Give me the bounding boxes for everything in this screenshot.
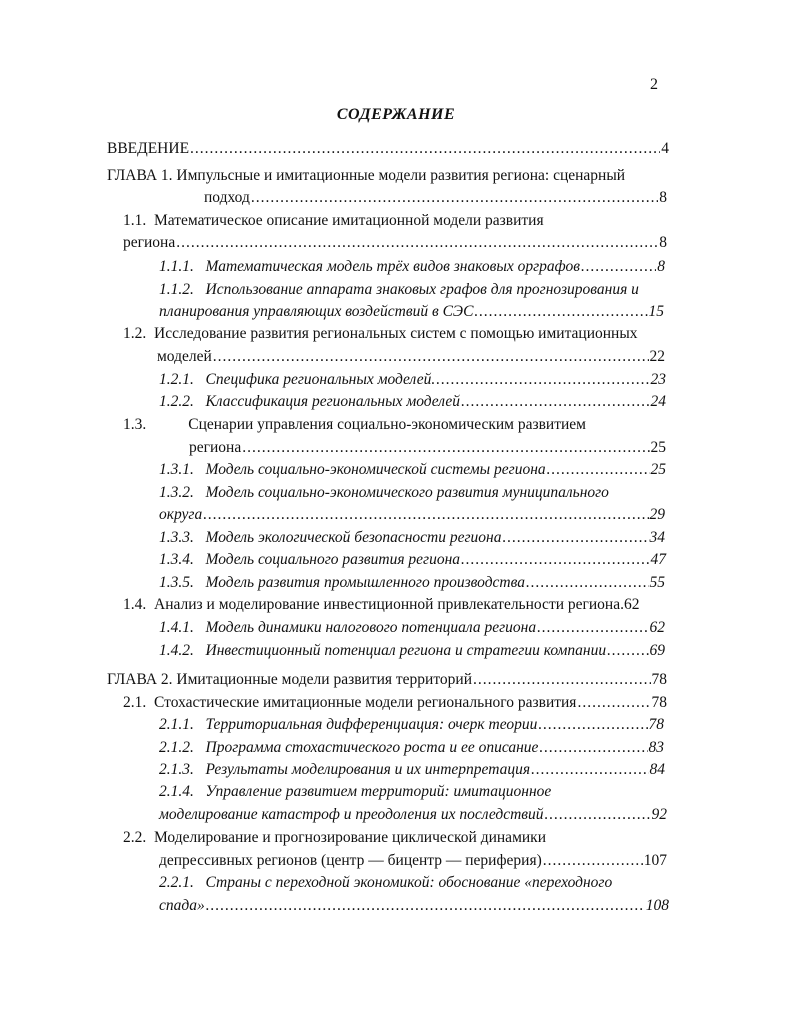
toc-subsection-1-3-5: 1.3.5. Модель развития промышленного производства ..... 55 [159,572,665,594]
toc-subsection-1-3-2-line2: округа ..... 29 [159,504,665,526]
toc-subsection-2-1-4-line1: 2.1.4. Управление развитием территорий: имитационное [159,783,552,800]
toc-entry-intro [107,138,669,160]
toc-subsection-1-3-4: 1.3.4. Модель социального развития региона ..... 47 [159,549,666,571]
toc-chapter1-line2: подход ..... 8 [204,187,667,209]
toc-section-2-1: 2.1. Стохастические имитационные модели регионального развития ..... 78 [123,692,667,714]
toc-chapter1-line1: ГЛАВА 1. Импульсные и имитационные модели развития региона: сценарный [107,167,626,184]
toc-subsection-1-1-1: 1.1.1. Математическая модель трёх видов знаковых орграфов ..... 8 [159,256,665,278]
toc-subsection-1-4-2: 1.4.2. Инвестиционный потенциал региона и стратегии компании ..... 69 [159,640,665,662]
page-number: 2 [650,76,658,93]
page-title: СОДЕРЖАНИЕ [336,106,456,123]
toc-subsection-1-3-1: 1.3.1. Модель социально-экономической системы региона ..... 25 [159,459,666,481]
toc-subsection-2-2-1-line2: спада» ..... 108 [159,895,669,917]
toc-section-1-4: 1.4. Анализ и моделирование инвестиционной привлекательности региона.62 [123,596,640,613]
toc-section-1-2-line1: 1.2. Исследование развития региональных систем с помощью имитационных [123,325,638,342]
toc-subsection-2-2-1-line1: 2.2.1. Страны с переходной экономикой: обоснование «переходного [159,874,613,891]
toc-subsection-1-4-1: 1.4.1. Модель динамики налогового потенциала региона ..... 62 [159,617,665,639]
toc-section-1-1-line1: 1.1. Математическое описание имитационной модели развития [123,212,544,229]
toc-section-2-2-line2: депрессивных регионов (центр — бицентр — периферия) ..... 107 [159,850,667,872]
toc-subsection-1-1-2-line2: планирования управляющих воздействий в СЭС ..... 15 [159,301,664,323]
toc-subsection-1-3-3: 1.3.3. Модель экологической безопасности региона ..... 34 [159,527,665,549]
toc-section-2-2-line1: 2.2. Моделирование и прогнозирование циклической динамики [123,829,546,846]
toc-subsection-1-1-2-line1: 1.1.2. Использование аппарата знаковых графов для прогнозирования и [159,281,639,298]
toc-section-1-2-line2: моделей ..... 22 [157,346,665,368]
toc-text: ВВЕДЕНИЕ [107,140,190,157]
toc-leader [190,138,660,160]
toc-subsection-2-1-3: 2.1.3. Результаты моделирования и их интерпретация ..... 84 [159,759,665,781]
toc-subsection-1-2-1: 1.2.1. Специфика региональных моделей. ..... 23 [159,369,666,391]
toc-subsection-1-3-2-line1: 1.3.2. Модель социально-экономического развития муниципального [159,484,609,501]
toc-section-1-3-line1: 1.3. Сценарии управления социально-экономическим развитием [123,416,586,433]
toc-section-1-3-line2: региона ..... 25 [189,437,666,459]
toc-subsection-1-2-2: 1.2.2. Классификация региональных моделей ..... 24 [159,391,666,413]
toc-section-1-1-line2: региона ..... 8 [123,232,667,254]
toc-page: 4 [661,140,669,157]
toc-subsection-2-1-2: 2.1.2. Программа стохастического роста и ее описание ..... 83 [159,737,664,759]
toc-chapter2: ГЛАВА 2. Имитационные модели развития территорий ..... 78 [107,669,667,691]
toc-subsection-2-1-4-line2: моделирование катастроф и преодоления их последствий ..... 92 [159,804,667,826]
toc-subsection-2-1-1: 2.1.1. Территориальная дифференциация: очерк теории ..... 78 [159,714,664,736]
